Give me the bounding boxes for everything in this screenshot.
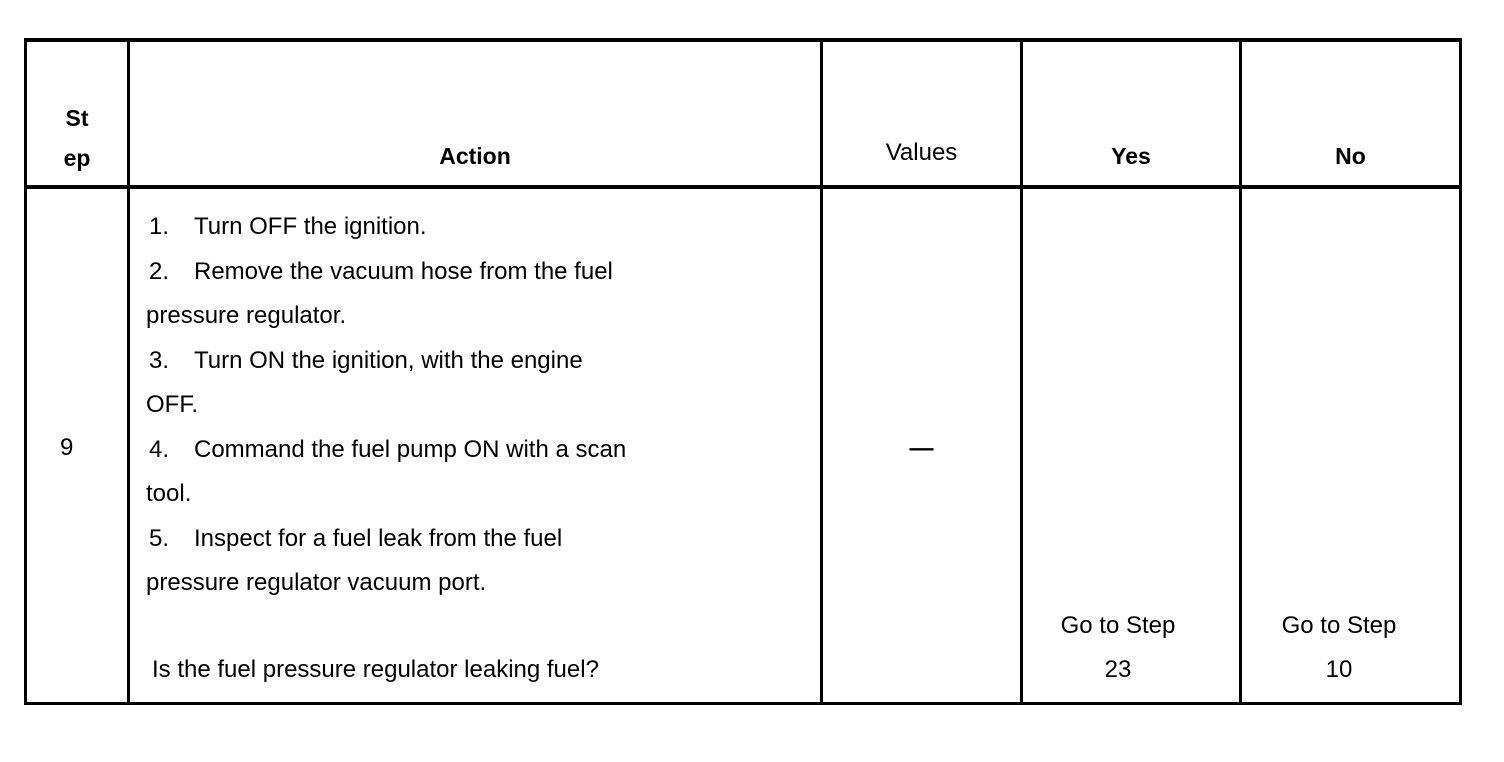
action-step-3: 3. Turn ON the ignition, with the engine [149,346,583,374]
yes-goto [1023,604,1213,692]
header-step-line1: St [65,105,89,131]
header-divider [27,185,1459,189]
question-text: Is the fuel pressure regulator leaking fuel? [152,656,599,683]
header-no: No [1335,143,1366,169]
action-step-5-cont: pressure regulator vacuum port. [146,569,487,596]
action-steps [146,205,626,606]
header-yes: Yes [1111,143,1151,169]
diagnostic-table [24,38,1462,705]
no-goto-line2: 10 [1325,656,1353,683]
header-step [27,98,127,178]
action-step-4: 4. Command the fuel pump ON with a scan [149,435,627,463]
header-step-line2: ep [63,145,91,171]
action-step-1: 1. Turn OFF the ignition. [149,213,427,240]
action-step-2-cont: pressure regulator. [146,302,347,329]
action-step-5: 5. Inspect for a fuel leak from the fuel [149,524,563,552]
step-number: 9 [60,434,74,461]
action-step-3-cont: OFF. [146,391,198,418]
header-action: Action [439,143,511,169]
header-values: Values [885,139,958,166]
yes-goto-line2: 23 [1104,656,1132,683]
no-goto [1242,604,1436,692]
yes-goto-line1: Go to Step [1060,612,1176,639]
no-goto-line1: Go to Step [1281,612,1397,639]
action-step-2: 2. Remove the vacuum hose from the fuel [149,257,613,285]
values-dash: — [909,435,934,462]
action-step-4-cont: tool. [146,480,192,507]
